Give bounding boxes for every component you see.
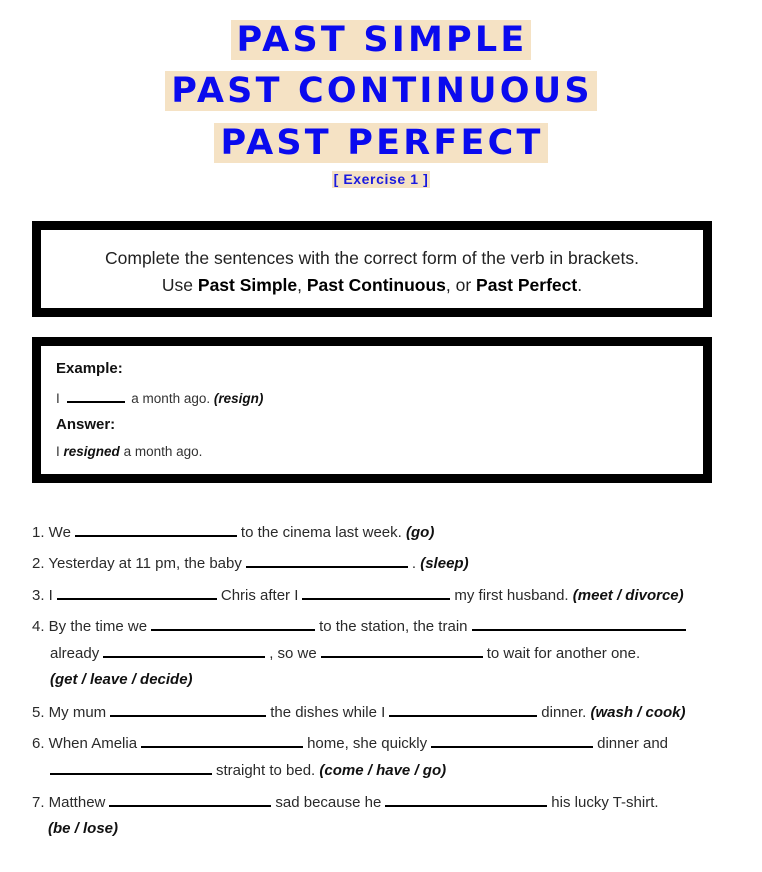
title-line-2-wrap xyxy=(0,71,762,111)
example-hint: (resign) xyxy=(213,391,264,406)
question-4-line-2 xyxy=(50,644,640,662)
example-sentence xyxy=(56,388,263,406)
instructions-prefix: Use xyxy=(161,275,198,295)
example-rest: a month ago. xyxy=(131,391,211,406)
q5-text-b: the dishes while I xyxy=(270,704,386,721)
q3-text-a: 3. I xyxy=(32,587,53,604)
q2-blank-1[interactable] xyxy=(246,554,408,568)
q6-text-c: dinner and xyxy=(597,735,669,752)
q2-text-b: . xyxy=(411,555,417,572)
q3-text-b: Chris after I xyxy=(220,587,299,604)
exercise-subtitle: [ Exercise 1 ] xyxy=(333,171,429,187)
example-blank xyxy=(67,388,125,403)
question-3 xyxy=(32,586,684,604)
subtitle-wrap xyxy=(0,171,762,189)
q7-text-a: 7. Matthew xyxy=(32,794,106,811)
period: . xyxy=(577,275,583,295)
q4-blank-4[interactable] xyxy=(321,644,483,658)
question-4-line-3 xyxy=(50,671,193,688)
q4-text-a: 4. By the time we xyxy=(32,618,148,635)
title-line-1-wrap xyxy=(0,20,762,60)
q4-blank-1[interactable] xyxy=(151,617,315,631)
q4-blank-3[interactable] xyxy=(103,644,265,658)
q3-blank-2[interactable] xyxy=(302,586,450,600)
q1-text-a: 1. We xyxy=(32,524,71,541)
question-7-line-2 xyxy=(48,820,118,837)
instructions-line-2 xyxy=(41,272,703,299)
question-6-line-2 xyxy=(46,761,446,779)
q2-text-a: 2. Yesterday at 11 pm, the baby xyxy=(32,555,242,572)
q6-blank-1[interactable] xyxy=(141,734,303,748)
title-past-continuous: PAST CONTINUOUS xyxy=(165,71,597,111)
q7-blank-2[interactable] xyxy=(385,793,547,807)
question-2 xyxy=(32,554,469,572)
separator: , or xyxy=(445,275,477,295)
q6-blank-2[interactable] xyxy=(431,734,593,748)
question-1 xyxy=(32,523,434,541)
q3-blank-1[interactable] xyxy=(57,586,217,600)
q1-text-b: to the cinema last week. xyxy=(240,524,402,541)
example-box xyxy=(32,337,712,483)
question-7 xyxy=(32,793,659,811)
question-4 xyxy=(32,617,690,635)
q4-text-e: to wait for another one. xyxy=(486,645,641,662)
answer-sentence xyxy=(56,444,202,459)
title-line-3-wrap xyxy=(0,123,762,163)
q6-text-d: straight to bed. xyxy=(216,762,316,779)
q2-hint: (sleep) xyxy=(420,555,469,572)
q3-hint: (meet / divorce) xyxy=(572,587,684,604)
title-past-perfect: PAST PERFECT xyxy=(214,123,547,163)
instructions-box xyxy=(32,221,712,317)
q4-text-b: to the station, the train xyxy=(319,618,468,635)
q7-blank-1[interactable] xyxy=(109,793,271,807)
separator: , xyxy=(297,275,307,295)
q6-text-b: home, she quickly xyxy=(307,735,428,752)
q5-hint: (wash / cook) xyxy=(590,704,686,721)
q6-text-a: 6. When Amelia xyxy=(32,735,138,752)
answer-label: Answer: xyxy=(56,416,116,433)
instructions-text xyxy=(41,230,703,299)
q3-text-c: my first husband. xyxy=(454,587,569,604)
tense-past-continuous: Past Continuous xyxy=(306,275,446,295)
q6-blank-3[interactable] xyxy=(50,761,212,775)
q5-blank-2[interactable] xyxy=(389,703,537,717)
tense-past-simple: Past Simple xyxy=(197,275,298,295)
q4-text-c: already xyxy=(50,645,100,662)
example-label: Example: xyxy=(56,360,123,377)
tense-past-perfect: Past Perfect xyxy=(476,275,578,295)
answer-start: I xyxy=(56,444,60,459)
q5-text-a: 5. My mum xyxy=(32,704,107,721)
answer-rest: a month ago. xyxy=(123,444,203,459)
example-start: I xyxy=(56,391,60,406)
instructions-line-1: Complete the sentences with the correct form of the verb in brackets. xyxy=(105,248,639,268)
q6-hint: (come / have / go) xyxy=(319,762,447,779)
q5-blank-1[interactable] xyxy=(110,703,266,717)
question-6 xyxy=(32,734,668,752)
q1-hint: (go) xyxy=(406,524,435,541)
question-5 xyxy=(32,703,686,721)
answer-word: resigned xyxy=(63,444,120,459)
q7-hint: (be / lose) xyxy=(48,820,119,837)
title-past-simple: PAST SIMPLE xyxy=(231,20,532,60)
q7-text-c: his lucky T-shirt. xyxy=(551,794,659,811)
q4-text-d: , so we xyxy=(269,645,317,662)
q7-text-b: sad because he xyxy=(275,794,382,811)
q5-text-c: dinner. xyxy=(541,704,587,721)
q1-blank-1[interactable] xyxy=(75,523,237,537)
q4-hint: (get / leave / decide) xyxy=(50,671,193,688)
q4-blank-2[interactable] xyxy=(472,617,686,631)
